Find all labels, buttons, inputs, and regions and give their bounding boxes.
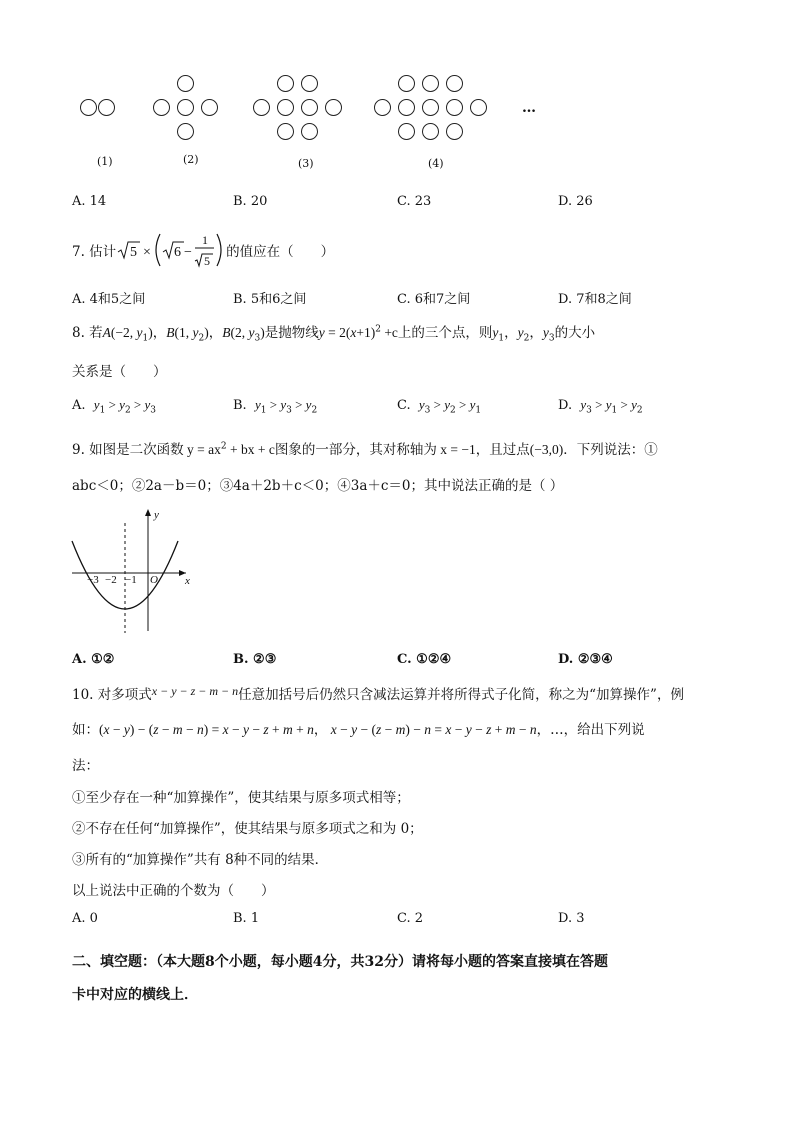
circle xyxy=(177,99,194,116)
q8-option-b: B. $y_1 > y_3 > y_2$ xyxy=(233,397,318,416)
circle xyxy=(398,123,415,140)
circle xyxy=(446,123,463,140)
svg-text:×: × xyxy=(143,245,152,260)
circle xyxy=(277,99,294,116)
section-2-heading-line-2: 卡中对应的横线上． xyxy=(72,987,198,1003)
circle xyxy=(301,99,318,116)
q8-option-a: A. $y_1 > y_2 > y_3$ xyxy=(72,397,157,416)
circle xyxy=(277,75,294,92)
q7-option-a: A. 4和5之间 xyxy=(72,292,146,307)
svg-text:5: 5 xyxy=(130,245,138,260)
question-8-line-2: 关系是（ ） xyxy=(72,364,167,380)
figure-label-1: (1) xyxy=(97,155,113,168)
circle xyxy=(422,99,439,116)
q10-suffix: 任意加括号后仍然只含减法运算并将所得式子化简，称之为“加算操作”，例 xyxy=(238,687,684,703)
circle xyxy=(80,99,97,116)
tick-label-neg2: −2 xyxy=(105,574,117,586)
q9-suffix: ．下列说法：① xyxy=(563,442,658,458)
q7-suffix: 的值应在（ ） xyxy=(226,244,335,260)
q6-option-b: B. 20 xyxy=(233,194,268,209)
q7-option-b: B. 5和6之间 xyxy=(233,292,307,307)
circle xyxy=(422,123,439,140)
q10-line2-prefix: 如： xyxy=(72,722,99,738)
question-10-line-3: 法： xyxy=(72,758,99,774)
circle xyxy=(153,99,170,116)
question-10-line-1: 10. 对多项式x − y − z − m − n任意加括号后仍然只含减法运算并将所得式子化简，称之为“加算操作”，例 xyxy=(72,684,684,703)
svg-text:1: 1 xyxy=(202,233,209,247)
q8-suffix: 上的三个点，则 xyxy=(397,325,493,341)
circle xyxy=(446,75,463,92)
figure-label-3: (3) xyxy=(298,157,314,170)
circle xyxy=(98,99,115,116)
circle xyxy=(177,123,194,140)
circle xyxy=(253,99,270,116)
q8-option-d: D. $y_3 > y_1 > y_2$ xyxy=(558,397,643,416)
svg-text:−: − xyxy=(184,245,193,260)
q9-option-d: D. ②③④ xyxy=(558,652,613,667)
q9-mid: 图象的一部分，其对称轴为 xyxy=(274,442,437,458)
q10-option-c: C. 2 xyxy=(397,911,424,926)
tick-label-neg1: −1 xyxy=(125,574,137,586)
question-7-stem xyxy=(72,230,334,270)
circle xyxy=(446,99,463,116)
circle xyxy=(374,99,391,116)
q6-option-c: C. 23 xyxy=(397,194,432,209)
y-axis-label: y xyxy=(154,509,159,521)
q10-option-a: A. 0 xyxy=(72,911,98,926)
q10-statement-1: ①至少存在一种“加算操作”，使其结果与原多项式相等； xyxy=(72,790,410,806)
q9-option-b: B. ②③ xyxy=(233,652,277,667)
q8-end: 的大小 xyxy=(554,325,596,341)
q10-option-d: D. 3 xyxy=(558,911,585,926)
circle xyxy=(277,123,294,140)
circle xyxy=(301,123,318,140)
circle xyxy=(470,99,487,116)
circle xyxy=(301,75,318,92)
tick-label-neg3: −3 xyxy=(87,574,99,586)
q9-option-c: C. ①②④ xyxy=(397,652,452,667)
q10-ask: 以上说法中正确的个数为（ ） xyxy=(72,883,275,899)
svg-text:6: 6 xyxy=(174,245,182,260)
question-9-line-2: abc＜0；②2a－b＝0；③4a＋2b＋c＜0；④3a＋c＝0；其中说法正确的是（ ） xyxy=(72,478,564,494)
figure-label-4: (4) xyxy=(428,157,444,170)
q9-mid2: ，且过点 xyxy=(475,442,530,458)
circle xyxy=(398,99,415,116)
ellipsis: … xyxy=(522,100,536,116)
q7-option-d: D. 7和8之间 xyxy=(558,292,632,307)
q10-statement-2: ②不存在任何“加算操作”，使其结果与原多项式之和为 0； xyxy=(72,821,423,837)
circle xyxy=(422,75,439,92)
section-2-heading-line-1: 二、填空题：（本大题8个小题，每小题4分，共32分）请将每小题的答案直接填在答题 xyxy=(72,954,608,970)
q10-line2-suffix: ，…，给出下列说 xyxy=(536,722,645,738)
q10-prefix: 10. 对多项式 xyxy=(72,687,152,703)
q6-option-a: A. 14 xyxy=(72,194,107,209)
q7-option-c: C. 6和7之间 xyxy=(397,292,471,307)
origin-label: O xyxy=(150,574,158,586)
y-axis-arrow xyxy=(145,509,151,516)
circle xyxy=(201,99,218,116)
q8-mid: 是抛物线 xyxy=(264,325,319,341)
q7-expression xyxy=(116,230,226,270)
q8-option-c: C. $y_3 > y_2 > y_1$ xyxy=(397,397,482,416)
q9-option-a: A. ①② xyxy=(72,652,115,667)
q6-option-d: D. 26 xyxy=(558,194,593,209)
question-10-line-2: 如：(x − y) − (z − m − n) = x − y − z + m + n， x − y − (z − m) − n = x − y − z + m − n，…，给出下列说 xyxy=(72,722,645,738)
q10-option-b: B. 1 xyxy=(233,911,260,926)
q10-statement-3: ③所有的“加算操作”共有 8种不同的结果． xyxy=(72,852,329,868)
circle xyxy=(177,75,194,92)
question-8-line-1: 8. 若A(−2, $y_1$)，B(1, $y_2$)，B(2, $y_3$)是抛物线$y = 2(x+1)^2 +c$上的三个点，则$y_1$，$y_2$，$y_3$的大小 xyxy=(72,324,596,344)
q9-prefix: 9. 如图是二次函数 xyxy=(72,442,184,458)
question-9-line-1: 9. 如图是二次函数 $y = ax^2$ + bx + c图象的一部分，其对称轴为 x = −1，且过点(−3,0)．下列说法：① xyxy=(72,441,658,458)
q9-parabola-graph xyxy=(68,505,198,637)
figure-label-2: (2) xyxy=(183,153,199,166)
circle xyxy=(398,75,415,92)
q7-prefix: 7. 估计 xyxy=(72,244,117,260)
x-axis-label: x xyxy=(185,575,190,587)
svg-text:5: 5 xyxy=(204,254,211,268)
q8-prefix: 8. 若 xyxy=(72,325,103,341)
circle xyxy=(325,99,342,116)
